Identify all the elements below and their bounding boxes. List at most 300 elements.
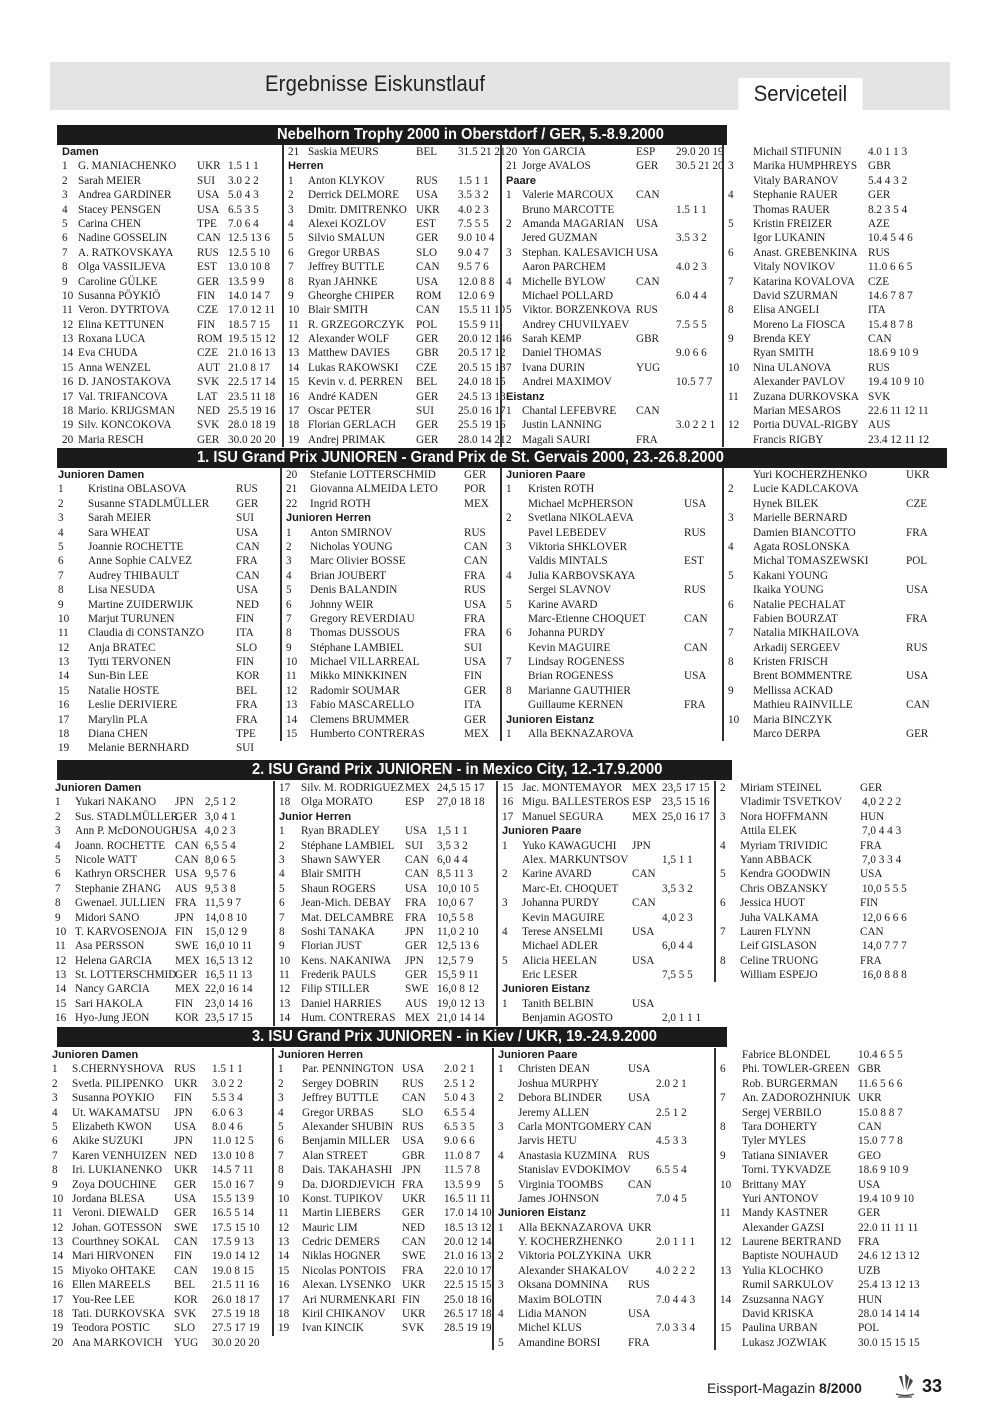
skater-name: Lukas RAKOWSKI (308, 361, 399, 374)
scores: 10.4 5 4 6 (868, 232, 913, 245)
rank: 16 (502, 796, 514, 809)
skater-name: Helena GARCIA (75, 954, 153, 967)
results-column (722, 145, 956, 447)
country-code: SVK (868, 390, 891, 403)
result-row (288, 246, 501, 260)
event-title-bar (57, 1027, 727, 1047)
rank: 6 (279, 897, 285, 910)
result-row (498, 1264, 716, 1278)
skater-name: Francis RIGBY (753, 433, 824, 446)
skater-name: Viktoria SHKLOVER (528, 540, 628, 553)
rank: 13 (279, 997, 291, 1010)
rank: 5 (288, 232, 294, 245)
result-row (55, 882, 270, 896)
result-row (728, 655, 956, 669)
page-number: 33 (922, 1376, 943, 1396)
result-row (506, 275, 724, 289)
rank: 4 (55, 839, 61, 852)
result-row (728, 497, 956, 511)
result-row (728, 390, 956, 404)
rank: 11 (286, 670, 297, 683)
rank: 14 (279, 1012, 291, 1025)
country-code: GER (464, 469, 487, 481)
result-row (58, 583, 276, 597)
result-row (288, 203, 501, 217)
skater-name: Miyoko OHTAKE (72, 1264, 156, 1277)
rank: 13 (52, 1236, 64, 1249)
rank: 13 (58, 656, 70, 669)
results-column (280, 468, 496, 741)
rank: 3 (506, 540, 512, 553)
scores: 4,0 2 3 (662, 911, 693, 924)
result-row (502, 954, 720, 968)
country-code: GEO (858, 1149, 881, 1162)
rank: 18 (52, 1308, 64, 1321)
skater-name: Sus. STADLMÜLLER (75, 810, 178, 823)
scores: 18.6 9 10 9 (868, 347, 919, 360)
results-column (500, 145, 724, 447)
skater-name: Ikaika YOUNG (753, 584, 824, 597)
section-tag: Serviceteil (738, 78, 862, 110)
result-row (720, 1321, 956, 1335)
rank: 5 (720, 868, 726, 881)
skater-name: Mikko MINKKINEN (310, 670, 408, 683)
skater-name: Thomas RAUER (753, 203, 830, 216)
country-code: USA (636, 246, 659, 259)
result-row (720, 1077, 956, 1091)
result-row (498, 1192, 716, 1206)
rank: 7 (728, 275, 734, 288)
country-code: SVK (174, 1308, 197, 1321)
rank: 19 (62, 419, 74, 432)
scores: 13.5 9 9 (228, 275, 265, 288)
skater-name: Natalie HOSTE (88, 684, 160, 697)
skater-name: James JOHNSON (518, 1192, 600, 1205)
country-code: UKR (416, 203, 440, 216)
scores: 14.5 7 11 (212, 1164, 254, 1177)
skater-name: Eva CHUDA (78, 347, 138, 360)
skater-name: Marylin PLA (88, 713, 148, 726)
result-row (278, 1321, 493, 1335)
country-code: JPN (402, 1164, 421, 1177)
scores: 25.5 19 16 (228, 405, 276, 418)
country-code: GBR (416, 347, 440, 360)
scores: 18.6 9 10 9 (858, 1164, 909, 1177)
skater-name: Daniel HARRIES (301, 997, 382, 1010)
scores: 7,0 4 4 3 (862, 825, 902, 838)
event-title-bar (57, 125, 727, 145)
rank: 1 (498, 1221, 504, 1234)
scores: 20.5 15 13 (458, 361, 506, 374)
skater-name: Marc-Etienne CHOQUET (528, 612, 646, 625)
rank: 4 (506, 569, 512, 582)
rank: 3 (58, 512, 64, 525)
result-row (720, 1134, 956, 1148)
scores: 22.5 17 14 (228, 376, 276, 389)
skater-name: Nicholas YOUNG (310, 540, 393, 553)
country-code: NED (197, 405, 220, 418)
result-row (286, 583, 496, 597)
rank: 2 (62, 174, 68, 187)
skater-name: Stephanie ZHANG (75, 882, 162, 895)
result-row (720, 1336, 956, 1350)
event-title-bar (57, 448, 947, 468)
rank: 7 (720, 925, 726, 938)
country-code: FRA (636, 433, 658, 446)
country-code: GER (174, 1207, 197, 1220)
scores: 11.0 8 7 (444, 1149, 480, 1162)
result-row (506, 684, 724, 698)
country-code: KOR (174, 1293, 198, 1306)
skater-name: Kens. NAKANIWA (301, 954, 392, 967)
rank: 6 (286, 598, 292, 611)
result-row (506, 626, 724, 640)
rank: 14 (288, 361, 300, 374)
rank: 18 (278, 1308, 290, 1321)
rank: 13 (55, 969, 67, 982)
result-row (502, 839, 720, 853)
skater-name: Jarvis HETU (518, 1135, 577, 1148)
rank: 8 (728, 656, 734, 669)
event-title: 2. ISU Grand Prix JUNIOREN - in Mexico City, 12.-17.9.2000 (252, 761, 663, 778)
skater-name: Mari HIRVONEN (72, 1250, 155, 1263)
result-row (728, 641, 956, 655)
country-code: UKR (628, 1250, 652, 1263)
skater-name: Svetlana NIKOLAEVA (528, 512, 634, 525)
rank: 12 (288, 333, 300, 346)
result-row (55, 925, 270, 939)
skater-name: Vitaly NOVIKOV (753, 261, 836, 274)
rank: 8 (506, 684, 512, 697)
rank: 3 (278, 1092, 284, 1105)
country-code: AUT (197, 361, 220, 374)
country-code: CZE (197, 304, 219, 317)
skater-name: Marco DERPA (753, 728, 821, 741)
scores: 2,5 1 2 (205, 796, 236, 809)
scores: 16,0 8 8 8 (862, 969, 907, 982)
result-row (506, 188, 724, 202)
skater-name: Portia DUVAL-RIGBY (753, 419, 859, 432)
skater-name: Tara DOHERTY (742, 1120, 818, 1133)
scores: 16,0 10 11 (205, 940, 253, 953)
country-code: RUS (684, 584, 706, 597)
scores: 24.5 13 18 (458, 390, 506, 403)
country-code: SUI (416, 405, 435, 418)
skater-name: Alla BEKNAZAROVA (528, 728, 634, 741)
result-row (506, 526, 724, 540)
result-row (286, 641, 496, 655)
country-code: JPN (174, 1106, 193, 1119)
skater-name: Thomas DUSSOUS (310, 627, 400, 640)
rank: 18 (62, 405, 74, 418)
country-code: GBR (858, 1063, 882, 1076)
country-code: FRA (236, 555, 258, 568)
skater-name: Brittany MAY (742, 1178, 807, 1191)
skater-name: Elisa ANGELI (753, 304, 820, 317)
skater-name: Florian JUST (301, 940, 362, 953)
skater-name: Veron. DYTRTOVA (78, 304, 170, 317)
skater-name: Yann ABBACK (740, 853, 812, 866)
rank: 11 (288, 318, 299, 331)
country-code: FRA (464, 612, 486, 625)
skater-name: Marc Olivier BOSSE (310, 555, 406, 568)
result-row (52, 1077, 270, 1091)
rank: 1 (502, 997, 508, 1010)
scores: 4,0 2 2 2 (862, 796, 902, 809)
footer-magazine (707, 1380, 862, 1396)
country-code: GER (860, 782, 883, 794)
result-row (728, 246, 956, 260)
result-row (502, 968, 720, 982)
rank: 8 (58, 584, 64, 597)
result-row (62, 174, 277, 188)
rank: 7 (728, 627, 734, 640)
rank: 17 (58, 713, 70, 726)
rank: 18 (279, 796, 291, 809)
result-row (720, 1106, 956, 1120)
scores: 15.0 7 7 8 (858, 1135, 903, 1148)
country-code: MEX (405, 1012, 430, 1025)
result-row (720, 1307, 956, 1321)
country-code: CAN (416, 261, 440, 274)
result-row (506, 598, 724, 612)
result-row (720, 1048, 956, 1062)
skater-name: Midori SANO (75, 911, 140, 924)
result-row (278, 1235, 493, 1249)
event-title: 3. ISU Grand Prix JUNIOREN - in Kiev / UKR, 19.-24.9.2000 (252, 1028, 657, 1045)
result-row (506, 404, 724, 418)
country-code: UZB (858, 1264, 881, 1277)
country-code: FIN (174, 1092, 193, 1105)
scores: 2.0 1 1 1 (656, 1236, 696, 1249)
country-code: RUS (868, 361, 890, 374)
scores: 11.0 12 5 (212, 1135, 254, 1148)
result-row (506, 583, 724, 597)
country-code: FIN (236, 656, 255, 669)
skater-name: Johanna PURDY (522, 897, 600, 910)
country-code: FRA (860, 954, 882, 967)
country-code: GER (174, 1178, 197, 1191)
skater-name: Kristen FRISCH (753, 656, 828, 669)
country-code: MEX (632, 782, 657, 794)
country-code: USA (197, 203, 220, 216)
country-code: ROM (197, 333, 223, 346)
country-code: SWE (405, 983, 429, 996)
result-row (286, 468, 496, 482)
scores: 23,5 15 16 (662, 796, 710, 809)
scores: 12,5 13 6 (437, 940, 479, 953)
rank: 20 (52, 1336, 64, 1349)
scores: 3,5 3 2 (662, 882, 693, 895)
result-row (502, 939, 720, 953)
result-row (55, 997, 270, 1011)
rank: 6 (288, 246, 294, 259)
skater-name: A. RATKOVSKAYA (78, 246, 174, 259)
rank: 7 (288, 261, 294, 274)
scores: 5.4 4 3 2 (868, 174, 908, 187)
result-row (62, 260, 277, 274)
rank: 5 (279, 882, 285, 895)
category-heading: Paare (506, 174, 536, 187)
country-code: FRA (236, 699, 258, 712)
result-row (502, 997, 720, 1011)
scores: 6.5 5 4 (656, 1164, 687, 1177)
rank: 2 (286, 540, 292, 553)
result-row (278, 1062, 493, 1076)
skater-name: Nicolas PONTOIS (302, 1264, 387, 1277)
rank: 4 (498, 1308, 504, 1321)
skater-name: Nancy GARCIA (75, 983, 150, 996)
scores: 20.5 17 12 (458, 347, 506, 360)
skater-name: Zsuzsanna NAGY (742, 1293, 825, 1306)
country-code: CAN (636, 275, 660, 288)
scores: 21,0 14 14 (437, 1012, 485, 1025)
skater-name: Brian ROGENESS (528, 670, 614, 683)
country-code: CZE (906, 497, 928, 510)
skater-name: Ryan JAHNKE (308, 275, 378, 288)
result-row (52, 1235, 270, 1249)
rank: 3 (728, 512, 734, 525)
result-row (62, 246, 277, 260)
country-code: GER (868, 189, 891, 202)
rank: 8 (279, 925, 285, 938)
scores: 14.0 14 7 (228, 289, 270, 302)
rank: 21 (506, 160, 518, 173)
skater-name: Damien BIANCOTTO (753, 526, 856, 539)
result-row (728, 511, 956, 525)
skater-name: Silv. M. RODRIGUEZ (301, 782, 405, 794)
country-code: GBR (636, 333, 660, 346)
result-row (506, 554, 724, 568)
result-row (288, 303, 506, 317)
scores: 23,0 14 16 (205, 997, 253, 1010)
country-code: CAN (236, 569, 260, 582)
result-row (728, 174, 956, 188)
country-code: GER (175, 969, 198, 982)
country-code: ITA (236, 627, 254, 640)
country-code: SLO (236, 641, 258, 654)
result-row (720, 939, 956, 953)
result-row (58, 482, 276, 496)
country-code: CAN (858, 1120, 882, 1133)
skater-name: Saskia MEURS (308, 146, 379, 158)
rank: 5 (506, 598, 512, 611)
skater-name: T. KARVOSENOJA (75, 925, 168, 938)
result-row (506, 145, 724, 159)
scores: 4.0 1 1 3 (868, 146, 908, 158)
rank: 3 (52, 1092, 58, 1105)
rank: 12 (720, 1236, 732, 1249)
rank: 9 (728, 333, 734, 346)
country-code: SUI (464, 641, 483, 654)
country-code: FIN (175, 997, 194, 1010)
result-row (62, 332, 277, 346)
results-column (282, 145, 506, 447)
rank: 6 (506, 627, 512, 640)
result-row (720, 1192, 956, 1206)
country-code: FRA (236, 713, 258, 726)
rank: 7 (506, 656, 512, 669)
skater-name: Susanne STADLMÜLLER (88, 497, 210, 510)
scores: 15,5 9 11 (437, 969, 479, 982)
country-code: USA (684, 497, 707, 510)
scores: 27,0 18 18 (437, 796, 485, 809)
skater-name: Zoya DOUCHINE (72, 1178, 157, 1191)
rank: 1 (286, 526, 292, 539)
country-code: RUS (906, 641, 928, 654)
country-code: RUS (402, 1120, 424, 1133)
rank: 15 (502, 782, 514, 794)
skater-name: Joshua MURPHY (518, 1077, 600, 1090)
skater-name: Shaun ROGERS (301, 882, 376, 895)
result-row (288, 404, 506, 418)
result-row (720, 968, 956, 982)
scores: 17.0 12 11 (228, 304, 276, 317)
country-code: MEX (175, 983, 200, 996)
result-row (498, 1249, 716, 1263)
skater-name: Alexei KOZLOV (308, 217, 387, 230)
scores: 11,0 2 10 (437, 925, 479, 938)
result-row (58, 698, 276, 712)
result-row (62, 390, 277, 404)
scores: 3.0 2 2 (212, 1077, 243, 1090)
skater-name: Hum. CONTRERAS (301, 1012, 396, 1025)
result-row (288, 361, 506, 375)
scores: 6.0 4 4 (676, 289, 707, 302)
country-code: FIN (860, 897, 879, 910)
skater-name: Veroni. DIEWALD (72, 1207, 159, 1220)
result-row (506, 318, 724, 332)
scores: 5.0 4 3 (444, 1092, 475, 1105)
scores: 2.5 1 2 (656, 1106, 687, 1119)
scores: 4,0 2 3 (205, 825, 236, 838)
result-row (498, 1178, 716, 1192)
skater-name: Yuko KAWAGUCHI (522, 839, 617, 852)
country-code: JPN (175, 796, 194, 809)
country-code: RUS (197, 246, 219, 259)
rank: 5 (52, 1120, 58, 1133)
skater-name: Anja BRATEC (88, 641, 156, 654)
skater-name: Anna WENZEL (78, 361, 151, 374)
rank: 6 (58, 555, 64, 568)
scores: 19.5 15 12 (228, 333, 276, 346)
country-code: CAN (636, 189, 660, 202)
rank: 1 (506, 405, 512, 418)
result-row (498, 1091, 716, 1105)
result-row (506, 375, 724, 389)
scores: 20.0 12 14 (444, 1236, 492, 1249)
scores: 15.5 13 9 (212, 1192, 254, 1205)
skater-name: Michael VILLARREAL (310, 656, 420, 669)
country-code: USA (860, 868, 883, 881)
country-code: RUS (236, 483, 258, 496)
skater-name: Anton SMIRNOV (310, 526, 393, 539)
skater-name: Ryan SMITH (753, 347, 814, 360)
rank: 11 (728, 390, 739, 403)
results-column (58, 468, 276, 756)
scores: 19,0 12 13 (437, 997, 485, 1010)
country-code: FIN (464, 670, 483, 683)
skater-name: André KADEN (308, 390, 378, 403)
country-code: FIN (175, 925, 194, 938)
skater-name: Radomir SOUMAR (310, 684, 400, 697)
result-row (278, 1091, 493, 1105)
result-row (55, 810, 270, 824)
rank: 13 (288, 347, 300, 360)
result-row (720, 911, 956, 925)
skater-name: Manuel SEGURA (522, 810, 604, 823)
rank: 8 (728, 304, 734, 317)
